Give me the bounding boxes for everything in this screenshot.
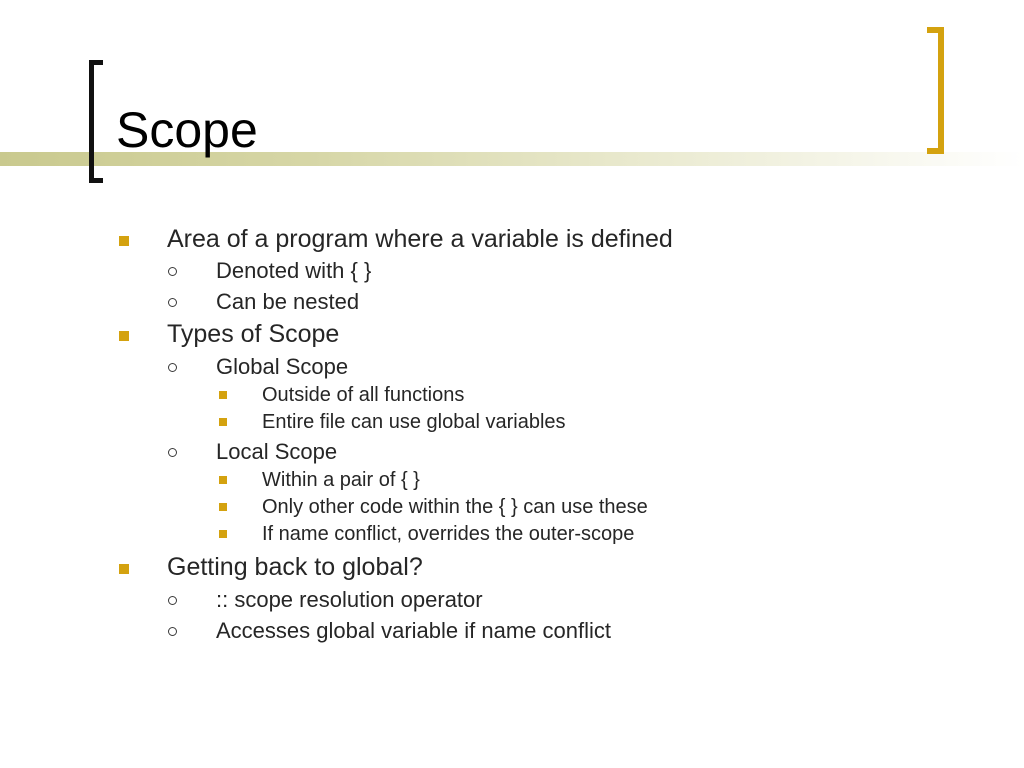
small-square-bullet-icon — [219, 418, 227, 426]
hollow-circle-bullet-icon — [168, 267, 177, 276]
bullet-level3: Only other code within the { } can use these — [262, 496, 648, 518]
bullet-level3: Within a pair of { } — [262, 469, 420, 491]
bullet-level3: Outside of all functions — [262, 384, 465, 406]
bullet-level2: Denoted with { } — [216, 258, 372, 283]
bullet-level2: Accesses global variable if name conflict — [216, 618, 611, 643]
bullet-level1: Types of Scope — [167, 320, 340, 348]
hollow-circle-bullet-icon — [168, 363, 177, 372]
small-square-bullet-icon — [219, 391, 227, 399]
hollow-circle-bullet-icon — [168, 596, 177, 605]
hollow-circle-bullet-icon — [168, 298, 177, 307]
bullet-level2: :: scope resolution operator — [216, 587, 483, 612]
bullet-level2: Local Scope — [216, 439, 338, 464]
hollow-circle-bullet-icon — [168, 627, 177, 636]
bullet-level3: Entire file can use global variables — [262, 411, 566, 433]
bullet-level1: Area of a program where a variable is defined — [167, 225, 673, 253]
square-bullet-icon — [119, 564, 129, 574]
bullet-level2: Can be nested — [216, 289, 360, 314]
square-bullet-icon — [119, 236, 129, 246]
square-bullet-icon — [119, 331, 129, 341]
bullet-level3: If name conflict, overrides the outer-scope — [262, 523, 635, 545]
bullet-level2: Global Scope — [216, 354, 349, 379]
small-square-bullet-icon — [219, 476, 227, 484]
small-square-bullet-icon — [219, 530, 227, 538]
slide-title: Scope — [116, 102, 258, 158]
small-square-bullet-icon — [219, 503, 227, 511]
bullet-level1: Getting back to global? — [167, 553, 423, 581]
hollow-circle-bullet-icon — [168, 448, 177, 457]
